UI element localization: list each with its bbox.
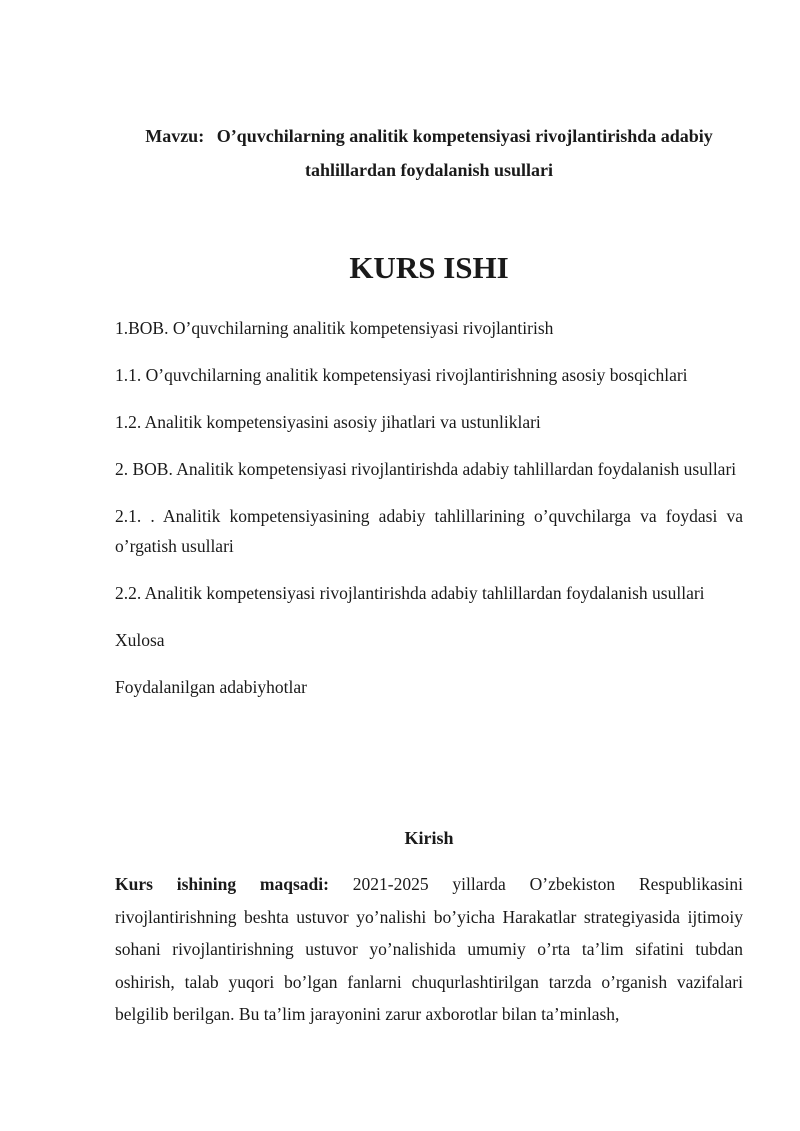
toc-item: 2. BOB. Analitik kompetensiyasi rivojlantirishda adabiy tahlillardan foydalanish usullari (115, 459, 737, 479)
topic-text: O’quvchilarning analitik kompetensiyasi rivojlantirishda adabiy tahlillardan foydalanish usullari (216, 126, 713, 180)
table-of-contents (115, 313, 743, 719)
intro-lead: Kurs ishining maqsadi: (115, 874, 329, 894)
topic-heading (115, 119, 743, 187)
toc-item: 2.2. Analitik kompetensiyasi rivojlantirishda adabiy tahlillardan foydalanish usullari (115, 583, 705, 603)
intro-paragraph (115, 868, 743, 1031)
topic-label: Mavzu: (145, 126, 205, 146)
intro-heading: Kirish (404, 828, 454, 848)
intro-body: 2021-2025 yillarda O’zbekiston Respublikasini rivojlantirishning beshta ustuvor yo’nalishi bo’yicha Harakatlar strategiyasida ijtimoiy sohani rivojlantirishning ustuvor yo’nalishida umumiy o’rta ta’lim sifatini tubdan oshirish, talab yuqori bo’lgan fanlarni chuqurlashtirilgan tarzda o’rganish vazifalari belgilib berilgan. Bu ta’lim jarayonini zarur axborotlar bilan ta’minlash, (115, 874, 744, 1024)
toc-item: 1.2. Analitik kompetensiyasini asosiy jihatlari va ustunliklari (115, 412, 541, 432)
toc-item: Xulosa (115, 630, 165, 650)
toc-item: 1.BOB. O’quvchilarning analitik kompetensiyasi rivojlantirish (115, 318, 554, 338)
document-title: KURS ISHI (349, 250, 509, 285)
toc-item: 2.1. . Analitik kompetensiyasining adabiy tahlillarining o’quvchilarga va foydasi va o’rgatish usullari (115, 506, 743, 556)
toc-item: Foydalanilgan adabiyhotlar (115, 677, 307, 697)
toc-item: 1.1. O’quvchilarning analitik kompetensiyasi rivojlantirishning asosiy bosqichlari (115, 365, 688, 385)
